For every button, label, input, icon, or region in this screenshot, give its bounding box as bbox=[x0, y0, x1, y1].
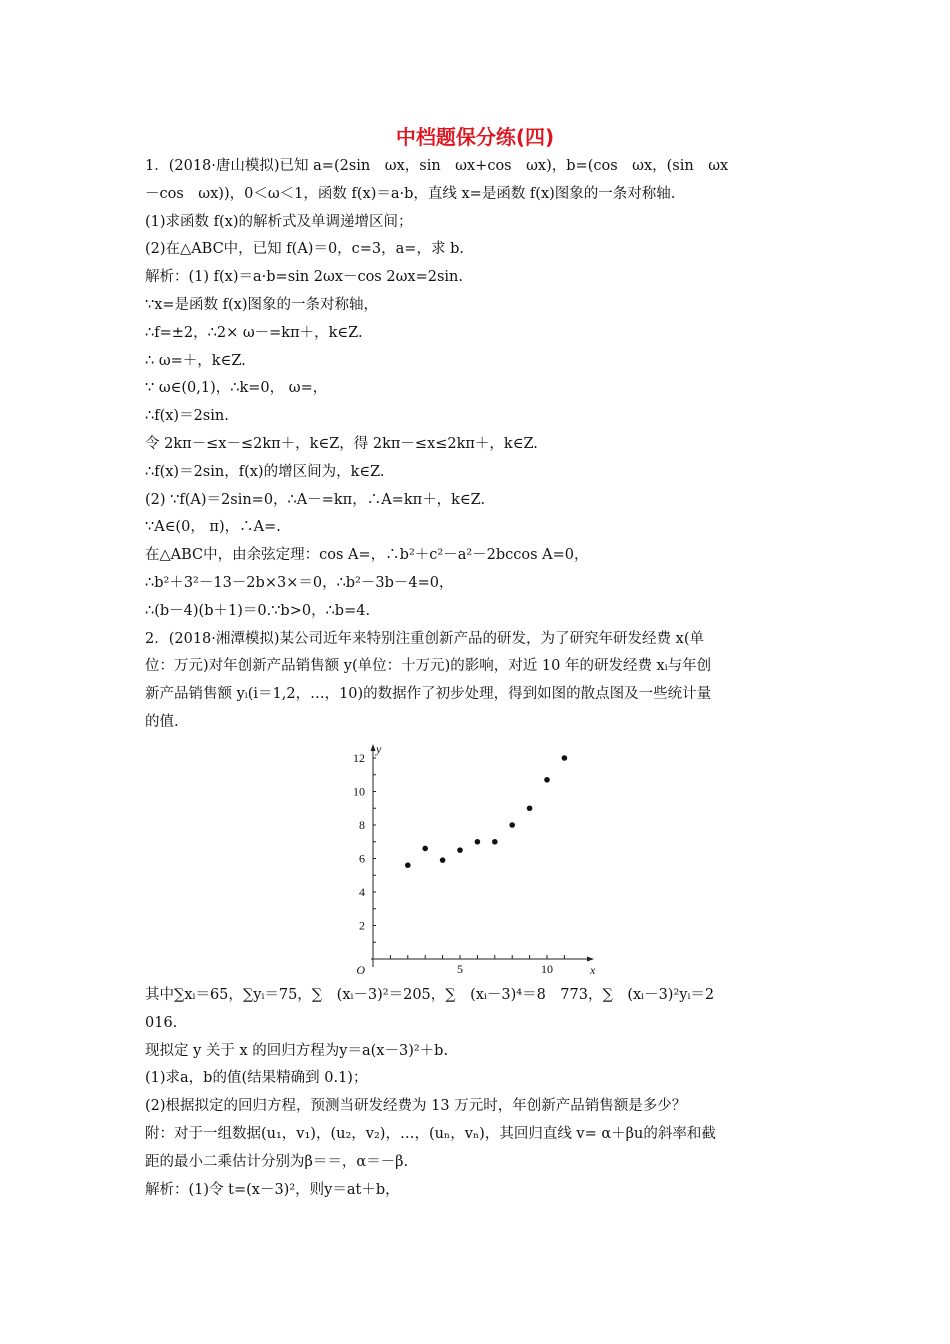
y-tick-label: 4 bbox=[359, 885, 365, 899]
text-line: 位：万元)对年创新产品销售额 y(单位：十万元)的影响，对近 10 年的研发经费 xᵢ与年创 bbox=[145, 658, 712, 675]
text-line: ∵ ω∈(0,1)，∴k=0， ω=， bbox=[145, 380, 328, 397]
y-tick-label: 12 bbox=[353, 751, 365, 765]
data-point bbox=[422, 846, 428, 852]
text-line: 在△ABC中，由余弦定理：cos A=，∴b²＋c²－a²－2bccos A=0， bbox=[145, 547, 589, 564]
text-line: 令 2kπ－≤x－≤2kπ＋，k∈Z，得 2kπ－≤x≤2kπ＋，k∈Z. bbox=[145, 435, 538, 452]
text-line: (2) ∵f(A)＝2sin=0，∴A－=kπ，∴A=kπ＋，k∈Z. bbox=[145, 491, 486, 508]
text-line: (2)根据拟定的回归方程，预测当研发经费为 13 万元时，年创新产品销售额是多少？ bbox=[145, 1098, 687, 1115]
text-line: 解析：(1)令 t=(x－3)²，则y＝at＋b， bbox=[145, 1181, 400, 1198]
data-point bbox=[527, 805, 533, 811]
y-axis-label: y bbox=[376, 742, 382, 756]
x-tick-label: 5 bbox=[457, 962, 463, 976]
problem-2-continued-text bbox=[145, 982, 810, 1204]
text-line: ∴ ω=＋，k∈Z. bbox=[145, 352, 246, 369]
text-line: ∴(b－4)(b＋1)＝0.∵b>0，∴b=4. bbox=[145, 602, 371, 619]
text-line: ∵A∈(0， π)，∴A=. bbox=[145, 519, 281, 536]
text-line: 新产品销售额 yᵢ(i＝1,2，…，10)的数据作了初步处理，得到如图的散点图及一些统计量 bbox=[145, 686, 712, 703]
text-line: 2．(2018·湘潭模拟)某公司近年来特别注重创新产品的研发，为了研究年研发经费 x(单 bbox=[145, 630, 704, 647]
y-tick-label: 6 bbox=[359, 851, 365, 866]
data-point bbox=[544, 777, 550, 783]
problem-1-and-2-text bbox=[145, 153, 810, 737]
y-tick-label: 10 bbox=[353, 784, 365, 799]
text-line: 现拟定 y 关于 x 的回归方程为y＝a(x－3)²＋b. bbox=[145, 1042, 449, 1059]
x-tick-label: 10 bbox=[541, 962, 553, 976]
text-line: ∵x=是函数 f(x)图象的一条对称轴， bbox=[145, 296, 379, 313]
text-line: 附：对于一组数据(u₁，v₁)，(u₂，v₂)，…，(uₙ，vₙ)，其回归直线 v= α＋βu的斜率和截 bbox=[145, 1125, 716, 1142]
text-line: (1)求函数 f(x)的解析式及单调递增区间； bbox=[145, 213, 413, 230]
text-line: 解析：(1) f(x)＝a·b=sin 2ωx－cos 2ωx=2sin. bbox=[145, 269, 463, 286]
data-point bbox=[509, 822, 515, 828]
text-line: ∴b²＋3²－13－2b×3×＝0，∴b²－3b－4=0， bbox=[145, 574, 454, 591]
text-line: (1)求a，b的值(结果精确到 0.1)； bbox=[145, 1070, 368, 1087]
page-title: 中档题保分练(四) bbox=[395, 125, 555, 149]
y-tick-label: 2 bbox=[359, 918, 365, 933]
data-point bbox=[440, 857, 446, 863]
data-point bbox=[562, 755, 568, 761]
text-line: 的值. bbox=[145, 713, 179, 730]
text-line: ∴f(x)＝2sin. bbox=[145, 408, 229, 425]
origin-label: O bbox=[356, 963, 365, 977]
text-line: 距的最小二乘估计分别为β＝＝，α＝－β. bbox=[145, 1153, 409, 1170]
text-line: －cos ωx))，0＜ω＜1，函数 f(x)＝a·b，直线 x=是函数 f(x)图象的一条对称轴. bbox=[145, 185, 676, 202]
data-point bbox=[492, 839, 498, 845]
text-line: 其中∑xᵢ＝65，∑yᵢ＝75，∑ (xᵢ－3)²＝205，∑ (xᵢ－3)⁴＝8 773，∑ (xᵢ－3)²yᵢ＝2 bbox=[145, 987, 715, 1003]
x-axis-label: x bbox=[590, 963, 596, 977]
text-line: (2)在△ABC中，已知 f(A)＝0，c=3，a=，求 b. bbox=[145, 241, 464, 258]
text-line: ∴f=±2，∴2× ω－=kπ＋，k∈Z. bbox=[145, 324, 363, 341]
text-line: 016. bbox=[145, 1014, 178, 1031]
scatter-chart bbox=[340, 740, 610, 980]
x-axis-arrow bbox=[587, 957, 594, 962]
text-line: 1．(2018·唐山模拟)已知 a=(2sin ωx，sin ωx+cos ωx)，b=(cos ωx，(sin ωx bbox=[145, 158, 729, 174]
text-line: ∴f(x)＝2sin，f(x)的增区间为，k∈Z. bbox=[145, 463, 385, 480]
y-axis-arrow bbox=[371, 744, 376, 751]
data-point bbox=[405, 862, 411, 868]
data-point bbox=[475, 839, 481, 845]
data-point bbox=[457, 847, 463, 853]
y-tick-label: 8 bbox=[359, 818, 365, 832]
